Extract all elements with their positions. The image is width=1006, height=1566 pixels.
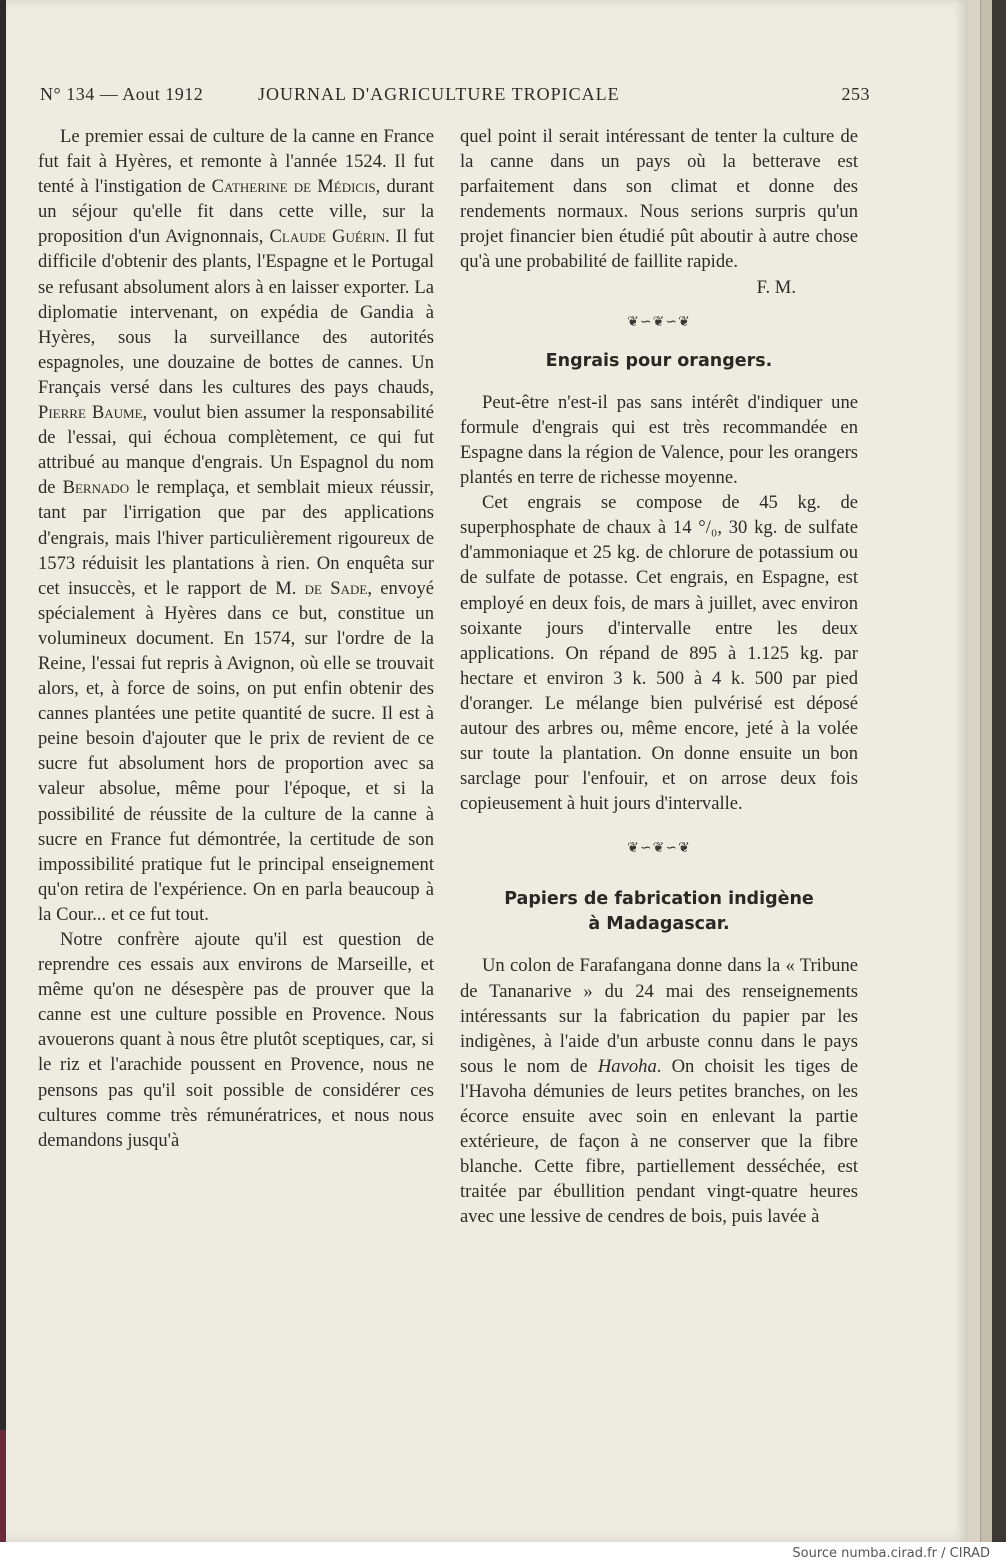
text-run: , envoyé spécialement à Hyères dans ce but, constitue un volumineux document. En 1574, sur l'ordre de la Reine, l'essai fut repris à Avignon, où elle se trouvait alors, et, à force de soins, on put enfin obtenir des cannes plantées une petite quantité de sucre. Il est à peine besoin d'ajouter que le prix de revient de ce sucre fut absolument hors de proportion avec sa valeur absolue, même pour l'époque, et si la possibilité de réussite de la culture de la canne à sucre en France fut démontrée, la certitude de son impossibilité pratique fut le principal enseignement qu'on retira de l'expérience. On en parla beaucoup à la Cour... et ce fut tout. <box>38 577 434 925</box>
person-name: Pierre Baume <box>38 402 143 424</box>
person-name: Catherine de Médicis <box>211 176 376 198</box>
running-header <box>40 84 870 110</box>
person-name: Bernado <box>62 477 130 499</box>
issue-date: N° 134 — Aout 1912 <box>40 84 204 104</box>
person-name: M. de Sade <box>275 577 368 599</box>
ornament-divider: ❦∽❦∽❦ <box>627 314 691 330</box>
left-column <box>38 124 434 1153</box>
text-run: . Il fut difficile d'obtenir des plants, l'Espagne et le Portugal se refusant absolument alors à en laisser exporter. La diplomatie intervenant, on expédia de Gandia à Hyères, sous la surveillance des autorités espagnoles, une douzaine de bottes de cannes. Un Français versé dans les cultures des pays chauds, <box>38 226 434 398</box>
text-run: , voulut bien assumer la responsabilité de l'essai, qui échoua complètement, ce qui fut attribué au manque d'engrais. Un Espagnol du nom de <box>38 402 434 499</box>
author-signature: F. M. <box>756 276 796 298</box>
section-title-line: Papiers de fabrication indigène <box>504 889 814 910</box>
paragraph-engrais-intro: Peut-être n'est-il pas sans intérêt d'indiquer une formule d'engrais qui est très recommandée en Espagne dans la région de Valence, pour les orangers plantés en terre de richesse moyenne. <box>460 391 858 489</box>
journal-title: JOURNAL D'AGRICULTURE TROPICALE <box>258 84 620 104</box>
page-number: 253 <box>841 84 870 104</box>
paragraph-provence: Notre confrère ajoute qu'il est question de reprendre ces essais aux environs de Marseille, et même qu'on ne désespère pas de prouver que la canne est une culture possible en Provence. Nous avouerons quant à nous être plutôt sceptiques, car, si le riz et l'arachide poussent en Provence, nous ne pensons pas qu'il soit possible de considérer ces cultures comme très rémunératrices, et nous nous demandons jusqu'à <box>38 929 434 1151</box>
section-title-engrais: Engrais pour orangers. <box>545 350 773 371</box>
source-credit: Source numba.cirad.fr / CIRAD <box>792 1546 990 1561</box>
text-run: Le premier essai de culture de la canne en France fut fait à Hyères, et remonte à l'année 1524. Il fut tenté à l'instigation de <box>38 126 434 198</box>
text-run: Un colon de Farafangana donne dans la « Tribune de Tananarive » du 24 mai des renseignements intéressants sur la fabrication du papier par les indigènes, à l'aide d'un arbuste connu dans le pays sous le nom de <box>460 955 858 1077</box>
person-name: Claude Guérin <box>269 226 386 248</box>
paragraph-history <box>38 124 434 927</box>
paragraph-papiers <box>460 953 858 1229</box>
page-stack-edge <box>966 0 981 1542</box>
plant-name: Havoha <box>597 1055 657 1077</box>
paragraph-engrais-formula: Cet engrais se compose de 45 kg. de superphosphate de chaux à 14 °/₀, 30 kg. de sulfate d'ammoniaque et 25 kg. de chlorure de potassium ou de sulfate de potasse. Cet engrais, en Espagne, est employé en deux fois, de mars à juillet, avec environ soixante jours d'intervalle entre les deux applications. On répand de 895 à 1.125 kg. par hectare et environ 3 k. 500 à 4 k. 500 par pied d'oranger. Le mélange bien pulvérisé est déposé autour des arbres ou, même encore, jeté à la volée sur toute la plantation. On donne ensuite un bon sarclage pour l'enfouir, et on arrose deux fois copieusement à huit jours d'intervalle. <box>460 492 858 815</box>
paragraph-continuation: quel point il serait intéressant de tenter la culture de la canne dans un pays où la betterave est parfaitement dans son climat et donne des rendements normaux. Nous serions surpris qu'un projet financier bien étudié pût aboutir à autre chose qu'à une probabilité de faillite rapide. <box>460 126 858 273</box>
text-run: le remplaça, et semblait mieux réussir, tant par l'irrigation que par des applications d'engrais, mais l'hiver particulièrement rigoureux de 1573 réduisit les plantations à rien. On enquêta sur cet insuccès, et le rapport de <box>38 477 434 599</box>
right-column <box>460 124 858 1229</box>
page-stack-shadow <box>992 0 1006 1542</box>
ornament-divider: ❦∽❦∽❦ <box>627 841 691 857</box>
text-run: , durant un séjour qu'elle fit dans cette ville, sur la proposition d'un Avignonnais, <box>38 176 434 248</box>
section-title-papiers <box>460 887 858 937</box>
section-title-line: à Madagascar. <box>588 914 730 935</box>
text-run: . On choisit les tiges de l'Havoha démunies de leurs petites branches, on les écorce ensuite avec soin en enlevant la partie extérieure, de façon à ne conserver que la fibre blanche. Cette fibre, partiellement desséchée, est traitée par ébullition pendant vingt-quatre heures avec une lessive de cendres de bois, puis lavée à <box>460 1055 858 1228</box>
